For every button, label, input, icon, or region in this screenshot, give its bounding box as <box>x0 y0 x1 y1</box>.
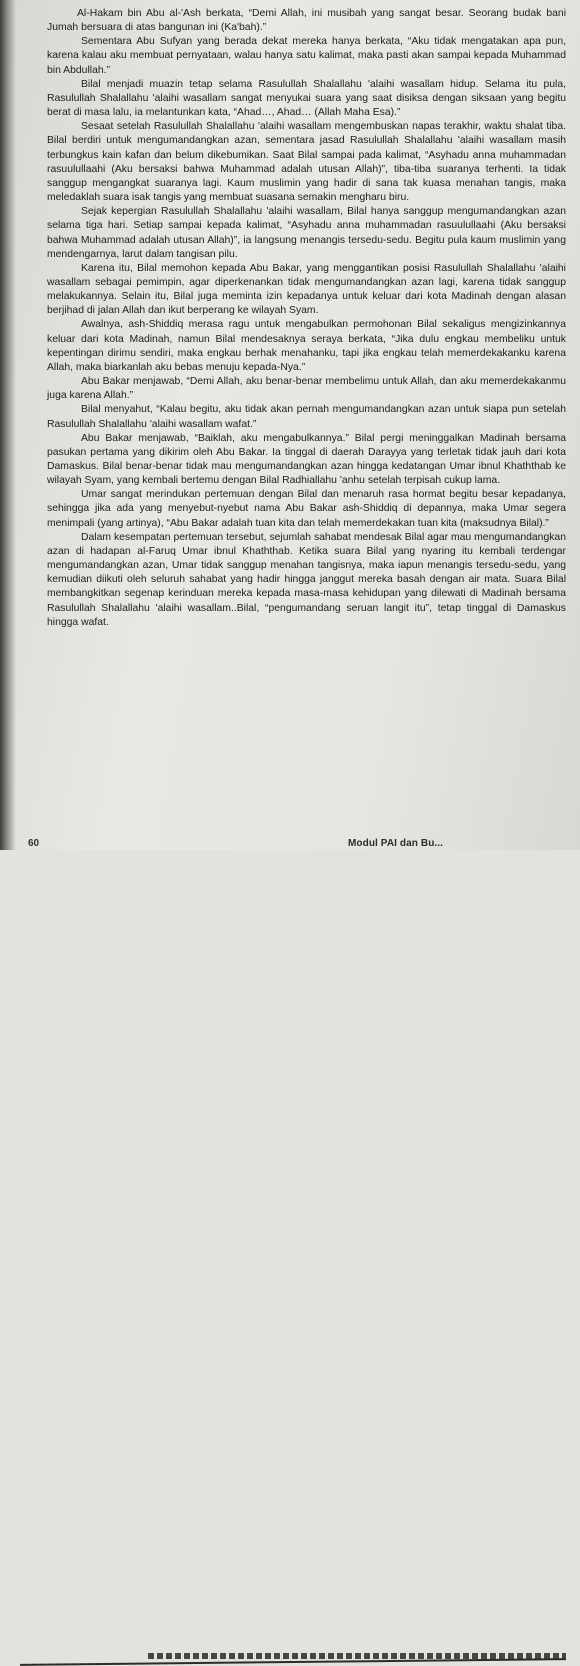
paragraph: Sejak kepergian Rasulullah Shalallahu 'alaihi wasallam, Bilal hanya sanggup mengumandangkan azan selama tiga hari. Setiap sampai kepada kalimat, “Asyhadu anna muhammadan rasuulullaahi (Aku bersaksi bahwa Muhammad adalah utusan Allah)”, ia langsung menangis tersedu-sedu. Begitu pula kaum muslimin yang mendengarnya, larut dalam tangisan pilu. <box>47 206 566 260</box>
page-body-text <box>47 7 566 630</box>
page-binding-shadow <box>0 0 16 850</box>
paragraph: Umar sangat merindukan pertemuan dengan Bilal dan menaruh rasa hormat begitu besar kepadanya, sehingga jika ada yang menyebut-nyebut nama Abu Bakar ash-Shiddiq di depannya, maka Umar segera menimpali (yang artinya), “Abu Bakar adalah tuan kita dan telah memerdekakan tuan kita (maksudnya Bilal).” <box>47 489 566 529</box>
paragraph: Bilal menyahut, “Kalau begitu, aku tidak akan pernah mengumandangkan azan untuk siapa pun setelah Rasulullah Shalallahu 'alaihi wasallam wafat.” <box>47 404 566 430</box>
paragraph: Karena itu, Bilal memohon kepada Abu Bakar, yang menggantikan posisi Rasulullah Shalallahu 'alaihi wasallam sebagai pemimpin, agar diperkenankan tidak mengumandangkan azan lagi, karena tidak sanggup melakukannya. Selain itu, Bilal juga meminta izin kepadanya untuk keluar dari kota Madinah dengan alasan berjihad di jalan Allah dan ikut berperang ke wilayah Syam. <box>47 262 566 317</box>
paragraph: Sesaat setelah Rasulullah Shalallahu 'alaihi wasallam mengembuskan napas terakhir, waktu shalat tiba. Bilal berdiri untuk mengumandangkan azan, sementara jasad Rasulullah Shalallahu 'alaihi wasallam masih terbungkus kain kafan dan belum dikebumikan. Saat Bilal sampai pada kalimat, “Asyhadu anna muhammadan rasuulullaahi (Aku bersaksi bahwa Muhammad adalah utusan Allah)”, tiba-tiba suaranya terhenti. Ia tidak sanggup mengangkat suaranya lagi. Kaum muslimin yang hadir di sana tak kuasa menahan tangis, maka meledaklah suara isak tangis yang membuat suasana semakin mengharu biru. <box>47 121 566 204</box>
paragraph: Dalam kesempatan pertemuan tersebut, sejumlah sahabat mendesak Bilal agar mau mengumandangkan azan di hadapan al-Faruq Umar ibnul Khaththab. Ketika suara Bilal yang nyaring itu kembali terdengar mengumandangkan azan, Umar tidak sanggup menahan tangisnya, maka iapun menangis tersedu-sedu, yang kemudian diikuti oleh seluruh sahabat yang hadir hingga janggut mereka basah dengan air mata. Suara Bilal membangkitkan segenap kerinduan mereka kepada masa-masa kehidupan yang dilewati di Madinah bersama Rasulullah Shalallahu 'alaihi wasallam..Bilal, “pengumandang seruan langit itu”, tetap tinggal di Damaskus hingga wafat. <box>47 531 566 628</box>
paragraph: Abu Bakar menjawab, “Demi Allah, aku benar-benar membelimu untuk Allah, dan aku memerdekakanmu juga karena Allah.” <box>47 376 566 402</box>
paragraph: Al-Hakam bin Abu al-'Ash berkata, “Demi Allah, ini musibah yang sangat besar. Seorang budak bani Jumah bersuara di atas bangunan ini (Ka'bah).” <box>47 8 566 34</box>
footer-book-title: Modul PAI dan Bu... <box>348 838 444 849</box>
footer-rule <box>20 1658 566 1666</box>
paragraph: Abu Bakar menjawab, “Baiklah, aku mengabulkannya.” Bilal pergi meninggalkan Madinah bersama pasukan pertama yang dikirim oleh Abu Bakar. Ia tinggal di daerah Darayya yang terletak tidak jauh dari kota Damaskus. Bilal benar-benar tidak mau mengumandangkan azan hingga kedatangan Umar ibnul Khaththab ke wilayah Syam, yang kembali bertemu dengan Bilal Radhiallahu 'anhu setelah terpisah cukup lama. <box>47 432 566 487</box>
paragraph: Awalnya, ash-Shiddiq merasa ragu untuk mengabulkan permohonan Bilal sekaligus mengizinkannya keluar dari kota Madinah, namun Bilal mendesaknya seraya berkata, “Jika dulu engkau membeliku untuk kepentingan dirimu sendiri, maka engkau berhak menahanku, tapi jika engkau telah memerdekakanku karena Allah, maka biarkanlah aku bebas menuju kepada-Nya.” <box>47 319 566 373</box>
page-footer <box>0 826 580 850</box>
page-number: 60 <box>28 838 40 849</box>
paragraph: Sementara Abu Sufyan yang berada dekat mereka hanya berkata, “Aku tidak mengatakan apa pun, karena kalau aku membuat pernyataan, walau hanya satu kalimat, maka pasti akan sampai kepada Muhammad bin Abdullah.” <box>47 36 566 76</box>
paragraph: Bilal menjadi muazin tetap selama Rasulullah Shalallahu 'alaihi wasallam hidup. Selama itu pula, Rasulullah Shalallahu 'alaihi wasallam sangat menyukai suara yang saat disiksa dengan siksaan yang begitu berat di masa lalu, ia melantunkan kata, “Ahad…, Ahad… (Allah Maha Esa).” <box>47 78 566 119</box>
